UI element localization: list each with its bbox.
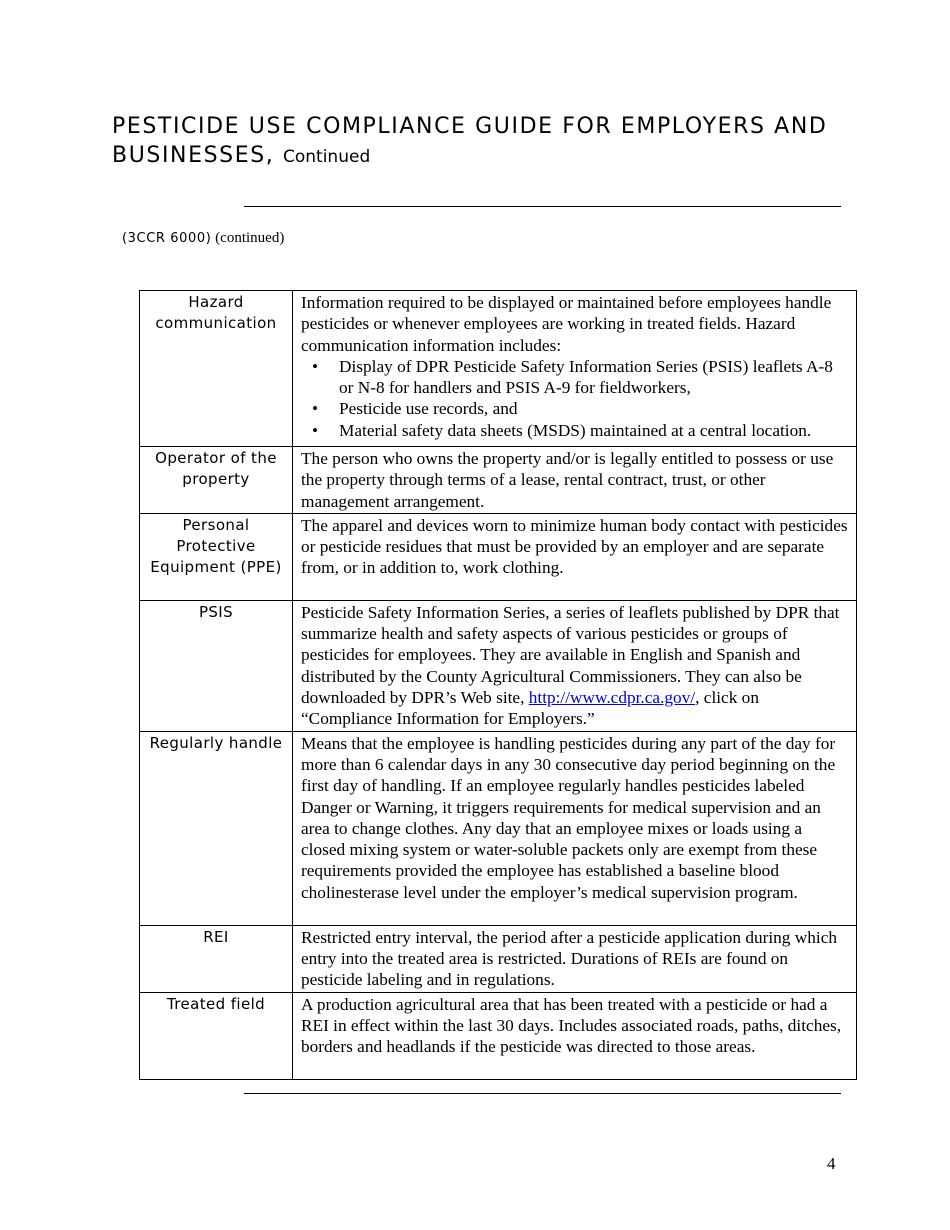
top-divider [244, 206, 841, 207]
page-number: 4 [827, 1154, 836, 1173]
definition-cell: Restricted entry interval, the period after a pesticide application during which entry into the treated area is restricted. Durations of REIs are found on pesticide labeling and in regulations. [293, 925, 857, 992]
definitions-table [139, 290, 857, 1080]
term-cell: PSIS [140, 600, 293, 731]
page-title-main: PESTICIDE USE COMPLIANCE GUIDE FOR EMPLOYERS AND BUSINESSES, [112, 114, 828, 168]
list-item: • Pesticide use records, and [339, 398, 850, 419]
table-row [140, 291, 857, 447]
table-row [140, 513, 857, 600]
definition-intro: Information required to be displayed or maintained before employees handle pesticides or whenever employees are working in treated fields. Hazard communication information includes: [301, 293, 832, 355]
definition-cell [293, 600, 857, 731]
definition-cell: A production agricultural area that has been treated with a pesticide or had a REI in effect within the last 30 days. Includes associated roads, paths, ditches, borders and headlands if the pesticide was directed to those areas. [293, 992, 857, 1079]
table-row [140, 925, 857, 992]
term-cell: Operator of the property [140, 447, 293, 514]
definition-cell: Means that the employee is handling pesticides during any part of the day for more than 6 calendar days in any 30 consecutive day period beginning on the first day of handling. If an employee regularly handles pesticides labeled Danger or Warning, it triggers requirements for medical supervision and an area to change clothes. Any day that an employee mixes or loads using a closed mixing system or water-soluble packets only are exempt from these requirements provided the employee has established a baseline blood cholinesterase level under the employer’s medical supervision program. [293, 731, 857, 925]
term-cell: Personal Protective Equipment (PPE) [140, 513, 293, 600]
citation-note: (continued) [215, 230, 285, 246]
term-cell: Hazard communication [140, 291, 293, 447]
citation [122, 230, 284, 247]
bullet-list [301, 356, 850, 441]
page-title-suffix: Continued [283, 147, 371, 167]
definition-cell: The person who owns the property and/or is legally entitled to possess or use the property through terms of a lease, rental contract, trust, or other management arrangement. [293, 447, 857, 514]
table-row [140, 447, 857, 514]
cdpr-website-link[interactable]: http://www.cdpr.ca.gov/ [528, 688, 696, 708]
term-cell: Treated field [140, 992, 293, 1079]
table-row [140, 992, 857, 1079]
definition-cell [293, 291, 857, 447]
definition-text: , click on “Compliance Information for Employers.” [301, 688, 759, 729]
bottom-divider [244, 1093, 841, 1094]
page-title [112, 112, 832, 172]
list-item: • Display of DPR Pesticide Safety Information Series (PSIS) leaflets A-8 or N-8 for handlers and PSIS A-9 for fieldworkers, [339, 356, 850, 399]
list-item: • Material safety data sheets (MSDS) maintained at a central location. [339, 420, 850, 441]
definition-text: Pesticide Safety Information Series, a series of leaflets published by DPR that summarize health and safety aspects of various pesticides or groups of pesticides for employees. They are available in English and Spanish and distributed by the County Agricultural Commissioners. They can also be downloaded by DPR’s Web site, [301, 602, 840, 708]
term-cell: REI [140, 925, 293, 992]
definition-cell: The apparel and devices worn to minimize human body contact with pesticides or pesticide residues that must be provided by an employer and are separate from, or in addition to, work clothing. [293, 513, 857, 600]
term-cell: Regularly handle [140, 731, 293, 925]
table-row [140, 731, 857, 925]
citation-code: (3CCR 6000) [122, 231, 212, 246]
table-row [140, 600, 857, 731]
